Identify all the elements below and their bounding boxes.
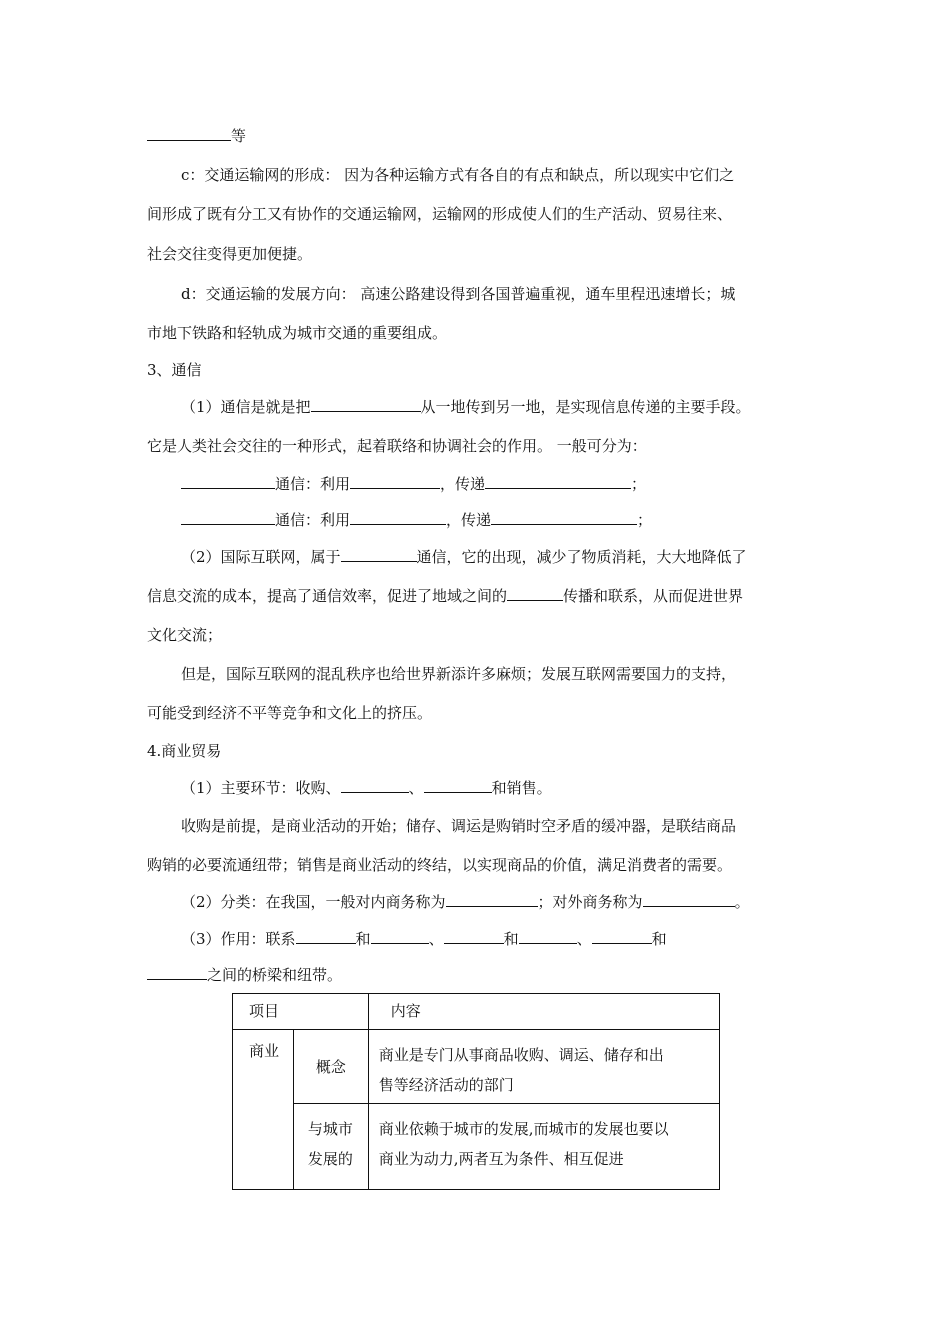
answer-blank[interactable] [444, 928, 504, 944]
answer-blank[interactable] [592, 928, 652, 944]
answer-blank[interactable] [519, 928, 577, 944]
row-content-concept: 商业是专门从事商品收购、调运、储存和出 售等经济活动的部门 [368, 1030, 719, 1104]
answer-blank[interactable] [296, 928, 356, 944]
answer-blank[interactable] [350, 509, 446, 525]
answer-blank[interactable] [446, 891, 538, 907]
comm-def-line-1: （1）通信是就是把 从一地传到另一地，是实现信息传递的主要手段。 [181, 398, 751, 416]
commerce-classification: （2）分类：在我国，一般对内商务称为 ；对外商务称为 。 [181, 893, 750, 911]
row-content-city: 商业依赖于城市的发展,而城市的发展也要以 商业为动力,两者互为条件、相互促进 [368, 1104, 719, 1190]
answer-blank[interactable] [181, 473, 275, 489]
para-c-line-3: 社会交往变得更加便捷。 [147, 245, 313, 263]
heading-commerce: 4.商业贸易 [147, 742, 222, 760]
commerce-table [232, 993, 720, 1190]
answer-blank[interactable] [485, 473, 631, 489]
comm-type-2: 通信：利用 ，传递 ； [181, 509, 652, 530]
commerce-para-line-2: 购销的必要流通纽带；销售是商业活动的终结，以实现商品的价值，满足消费者的需要。 [147, 856, 733, 874]
answer-blank[interactable] [147, 125, 231, 141]
answer-blank[interactable] [181, 509, 275, 525]
heading-communication: 3、通信 [147, 361, 202, 379]
para-c-line-1: c：交通运输网的形成： 因为各种运输方式有各自的有点和缺点，所以现实中它们之 [181, 166, 735, 184]
table-row [233, 1104, 720, 1190]
answer-blank[interactable] [491, 509, 637, 525]
answer-blank[interactable] [371, 928, 429, 944]
row-label-concept: 概念 [293, 1030, 368, 1104]
internet-problem-line-2: 可能受到经济不平等竞争和文化上的挤压。 [147, 704, 433, 722]
commerce-stages: （1）主要环节：收购、 、 和销售。 [181, 779, 552, 797]
answer-blank[interactable] [341, 546, 417, 562]
comm-type-1: 通信：利用 ，传递 ； [181, 473, 646, 494]
para-d-line-1: d：交通运输的发展方向： 高速公路建设得到各国普遍重视，通车里程迅速增长；城 [181, 285, 736, 303]
commerce-role-line-2: 之间的桥梁和纽带。 [147, 964, 342, 985]
header-item: 项目 [233, 994, 369, 1030]
answer-blank[interactable] [424, 777, 492, 793]
blank-line-1: 等 [147, 125, 246, 146]
answer-blank[interactable] [507, 585, 563, 601]
table-header-row [233, 994, 720, 1030]
commerce-para-line-1: 收购是前提，是商业活动的开始；储存、调运是购销时空矛盾的缓冲器，是联结商品 [181, 817, 737, 835]
header-content: 内容 [368, 994, 719, 1030]
answer-blank[interactable] [147, 964, 207, 980]
answer-blank[interactable] [341, 777, 409, 793]
answer-blank[interactable] [643, 891, 735, 907]
internet-line-3: 文化交流； [147, 626, 223, 644]
row-label-city: 与城市 发展的 [293, 1104, 368, 1190]
internet-line-2: 信息交流的成本，提高了通信效率，促进了地域之间的 传播和联系，从而促进世界 [147, 587, 744, 605]
comm-def-line-2: 它是人类社会交往的一种形式，起着联络和协调社会的作用。 一般可分为： [147, 437, 647, 455]
category-commerce: 商业 [233, 1030, 294, 1190]
commerce-role-line-1: （3）作用：联系 和 、 和 、 和 [181, 930, 667, 948]
para-c-line-2: 间形成了既有分工又有协作的交通运输网，运输网的形成使人们的生产活动、贸易往来、 [147, 205, 733, 223]
answer-blank[interactable] [311, 396, 421, 412]
para-d-line-2: 市地下铁路和轻轨成为城市交通的重要组成。 [147, 324, 448, 342]
internet-line-1: （2）国际互联网，属于 通信，它的出现，减少了物质消耗，大大地降低了 [181, 548, 747, 566]
answer-blank[interactable] [350, 473, 440, 489]
internet-problem-line-1: 但是，国际互联网的混乱秩序也给世界新添许多麻烦；发展互联网需要国力的支持， [181, 665, 737, 683]
table-row [233, 1030, 720, 1104]
